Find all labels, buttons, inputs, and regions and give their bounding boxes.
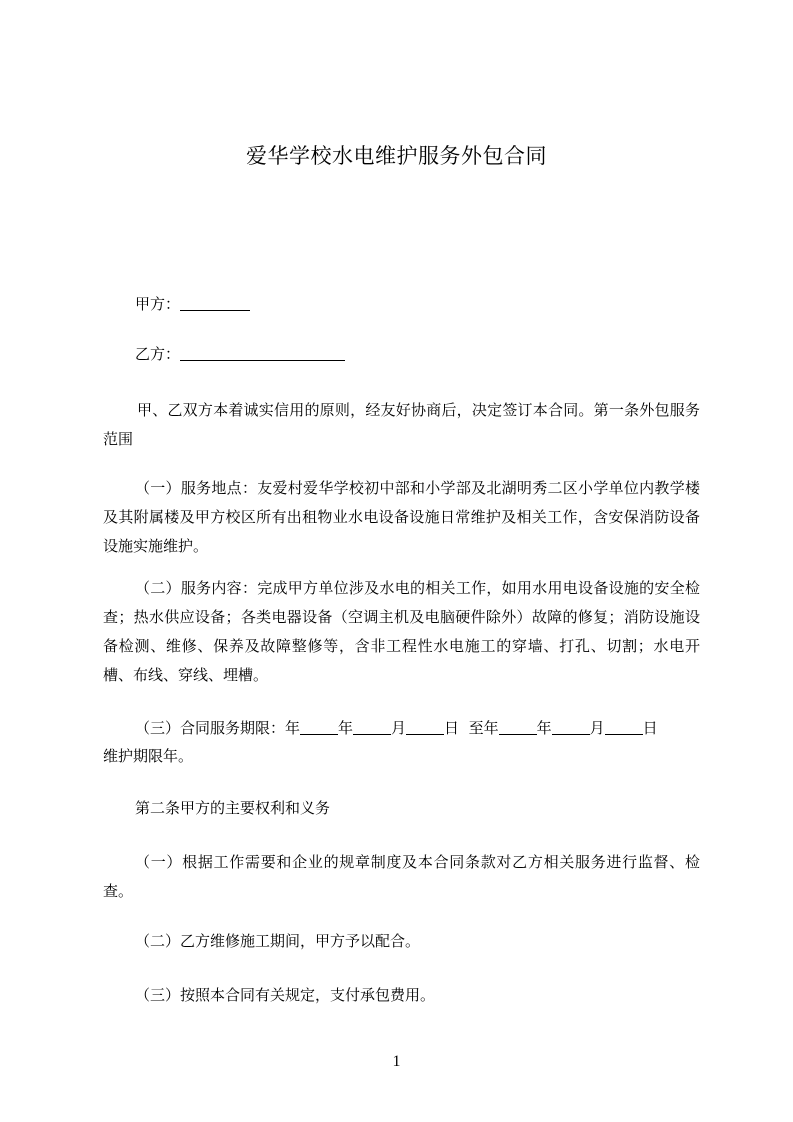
- article-2-title: 第二条甲方的主要权利和义务: [135, 799, 331, 817]
- party-b-blank: [180, 346, 345, 361]
- period-blank-4: [499, 720, 537, 735]
- period-tail: 维护期限年。: [103, 747, 194, 765]
- period-label: （三）合同服务期限：年: [135, 719, 301, 737]
- service-location-paragraph: （一）服务地点：友爱村爱华学校初中部和小学部及北湖明秀二区小学单位内教学楼及其附属楼及甲方校区所有出租物业水电设备设施日常维护及相关工作，含安保消防设备设施实施维护。: [103, 479, 700, 555]
- party-a-line: [103, 290, 700, 319]
- party-b-label: 乙方：: [135, 345, 181, 363]
- party-b-line: [103, 340, 700, 369]
- period-year: 年: [338, 719, 354, 737]
- period-day: 日: [444, 719, 460, 737]
- intro-paragraph: 甲、乙双方本着诚实信用的原则，经友好协商后，决定签订本合同。第一条外包服务范围: [103, 401, 700, 448]
- period-blank-3: [406, 720, 444, 735]
- period-year-2: 年: [536, 719, 552, 737]
- service-content-paragraph: （二）服务内容：完成甲方单位涉及水电的相关工作，如用水用电设备设施的安全检查；热水供应设备；各类电器设备（空调主机及电脑硬件除外）故障的修复；消防设施设备检测、维修、保养及故障整修等，含非工程性水电施工的穿墙、打孔、切割；水电开槽、布线、穿线、埋槽。: [103, 579, 700, 684]
- period-blank-1: [300, 720, 338, 735]
- period-day-2: 日: [642, 719, 658, 737]
- period-to-year: 至年: [468, 719, 499, 737]
- period-blank-6: [605, 720, 643, 735]
- period-month-2: 月: [589, 719, 605, 737]
- party-a-blank: [180, 296, 250, 311]
- document-title: 爱华学校水电维护服务外包合同: [246, 144, 547, 168]
- article-2-item-1: （一）根据工作需要和企业的规章制度及本合同条款对乙方相关服务进行监督、检查。: [103, 853, 700, 900]
- page-number: 1: [392, 1053, 401, 1070]
- party-a-label: 甲方：: [135, 295, 181, 313]
- period-blank-5: [552, 720, 590, 735]
- period-month: 月: [391, 719, 407, 737]
- period-line: [103, 714, 700, 743]
- period-blank-2: [353, 720, 391, 735]
- article-2-item-3: （三）按照本合同有关规定，支付承包费用。: [135, 986, 436, 1004]
- article-2-item-2: （二）乙方维修施工期间，甲方予以配合。: [135, 932, 421, 950]
